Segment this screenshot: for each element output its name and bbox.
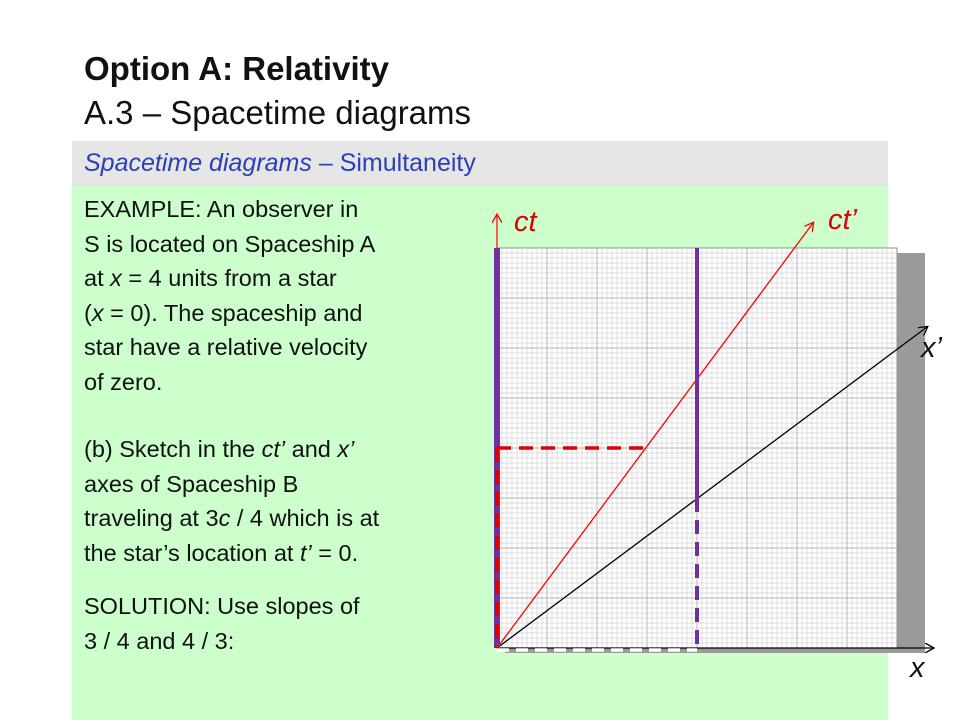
part-b-line: axes of Spaceship B [84,470,299,497]
example-line: (x = 0). The spaceship and [84,299,363,326]
solution-line: SOLUTION: Use slopes of [84,593,360,619]
x-prime-label: x’ [921,332,942,364]
example-line: star have a relative velocity [84,334,368,361]
slide-title: Option A: Relativity [84,50,389,87]
x-label: x [910,652,925,684]
example-line: of zero. [84,368,163,395]
example-line: EXAMPLE: An observer in [84,196,359,222]
slide-subtitle: A.3 – Spacetime diagrams [84,94,472,131]
subtopic-label: Simultaneity [339,149,476,177]
example-line: at x = 4 units from a star [84,265,337,292]
part-b-line: (b) Sketch in the ct’ and x’ [84,436,355,462]
topic-separator: – [311,149,340,177]
topic-label: Spacetime diagrams [84,149,312,177]
example-line: S is located on Spaceship A [84,230,376,257]
ct-prime-label: ct’ [828,204,857,236]
solution-line: 3 / 4 and 4 / 3: [84,627,235,654]
ct-label: ct [514,206,537,238]
part-b-line: the star’s location at t’ = 0. [84,539,359,566]
part-b-line: traveling at 3c / 4 which is at [84,505,380,532]
